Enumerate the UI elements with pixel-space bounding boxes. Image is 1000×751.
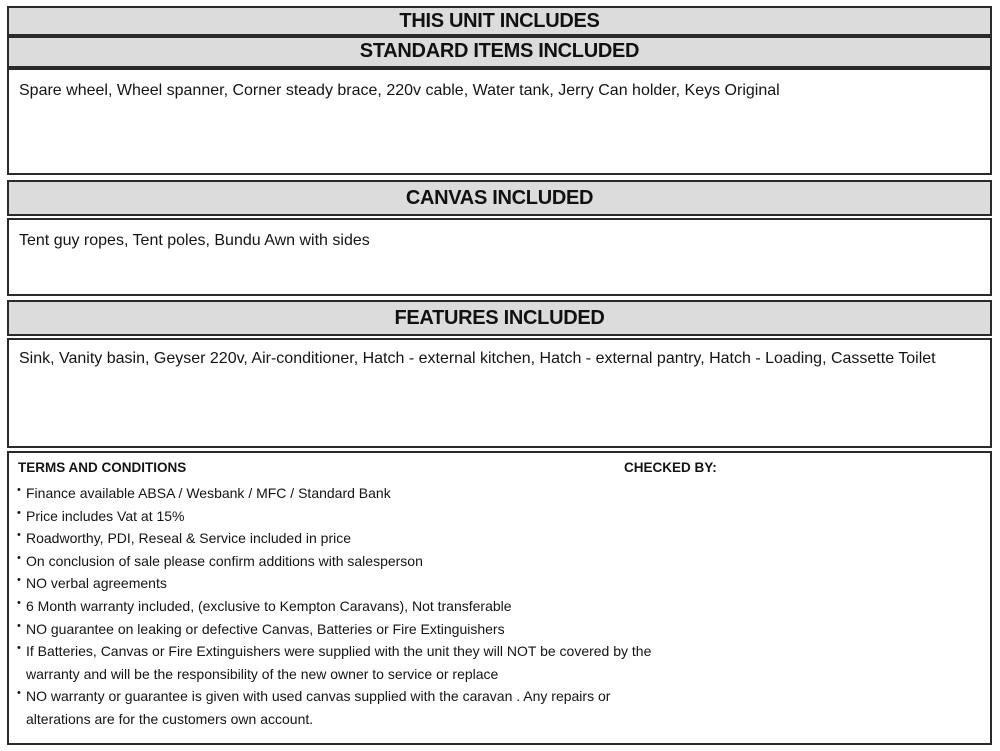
bullet-icon: •	[17, 529, 21, 542]
bullet-icon: •	[17, 619, 21, 632]
terms-item-text: Finance available ABSA / Wesbank / MFC / Standard Bank	[26, 485, 391, 501]
terms-item-text: 6 Month warranty included, (exclusive to Kempton Caravans), Not transferable	[26, 597, 512, 614]
terms-item-text: Price includes Vat at 15%	[26, 507, 185, 524]
terms-title: TERMS AND CONDITIONS	[18, 460, 187, 475]
canvas-header: CANVAS INCLUDED	[7, 180, 992, 216]
bullet-icon: •	[17, 596, 21, 609]
standard-items-text: Spare wheel, Wheel spanner, Corner steady brace, 220v cable, Water tank, Jerry Can holder, Keys Original	[19, 82, 780, 99]
terms-item-text: NO verbal agreements	[26, 575, 167, 592]
terms-item	[17, 640, 737, 685]
terms-item	[17, 505, 737, 528]
bullet-icon: •	[17, 506, 21, 519]
features-box	[7, 338, 992, 448]
terms-list	[17, 482, 737, 731]
terms-item	[17, 618, 737, 641]
bullet-icon: •	[17, 484, 21, 496]
bullet-icon: •	[17, 574, 21, 587]
terms-item	[17, 482, 737, 505]
bullet-icon: •	[17, 642, 21, 655]
terms-item-text: NO guarantee on leaking or defective Canvas, Batteries or Fire Extinguishers	[26, 620, 505, 637]
canvas-box	[7, 218, 992, 296]
terms-item	[17, 685, 737, 730]
features-header: FEATURES INCLUDED	[7, 300, 992, 336]
bullet-icon: •	[17, 551, 21, 564]
unit-includes-header: THIS UNIT INCLUDES	[7, 6, 992, 36]
terms-item-text: If Batteries, Canvas or Fire Extinguishers were supplied with the unit they will NOT be covered by the	[26, 643, 652, 660]
terms-item-text: Roadworthy, PDI, Reseal & Service included in price	[26, 530, 352, 547]
terms-item	[17, 595, 737, 618]
standard-items-box	[7, 68, 992, 175]
terms-item-text: NO warranty or guarantee is given with used canvas supplied with the caravan . Any repairs or	[26, 688, 611, 705]
terms-item	[17, 572, 737, 595]
standard-items-header: STANDARD ITEMS INCLUDED	[7, 36, 992, 68]
terms-item	[17, 527, 737, 550]
terms-item-continuation: alterations are for the customers own account.	[26, 710, 314, 727]
checked-by-label: CHECKED BY:	[624, 460, 717, 475]
features-text: Sink, Vanity basin, Geyser 220v, Air-conditioner, Hatch - external kitchen, Hatch - external pantry, Hatch - Loading, Cassette Toilet	[19, 350, 936, 367]
terms-item-continuation: warranty and will be the responsibility of the new owner to service or replace	[26, 665, 499, 682]
terms-item	[17, 550, 737, 573]
bullet-icon: •	[17, 687, 21, 700]
canvas-text: Tent guy ropes, Tent poles, Bundu Awn with sides	[19, 232, 370, 249]
terms-item-text: On conclusion of sale please confirm additions with salesperson	[26, 552, 423, 569]
